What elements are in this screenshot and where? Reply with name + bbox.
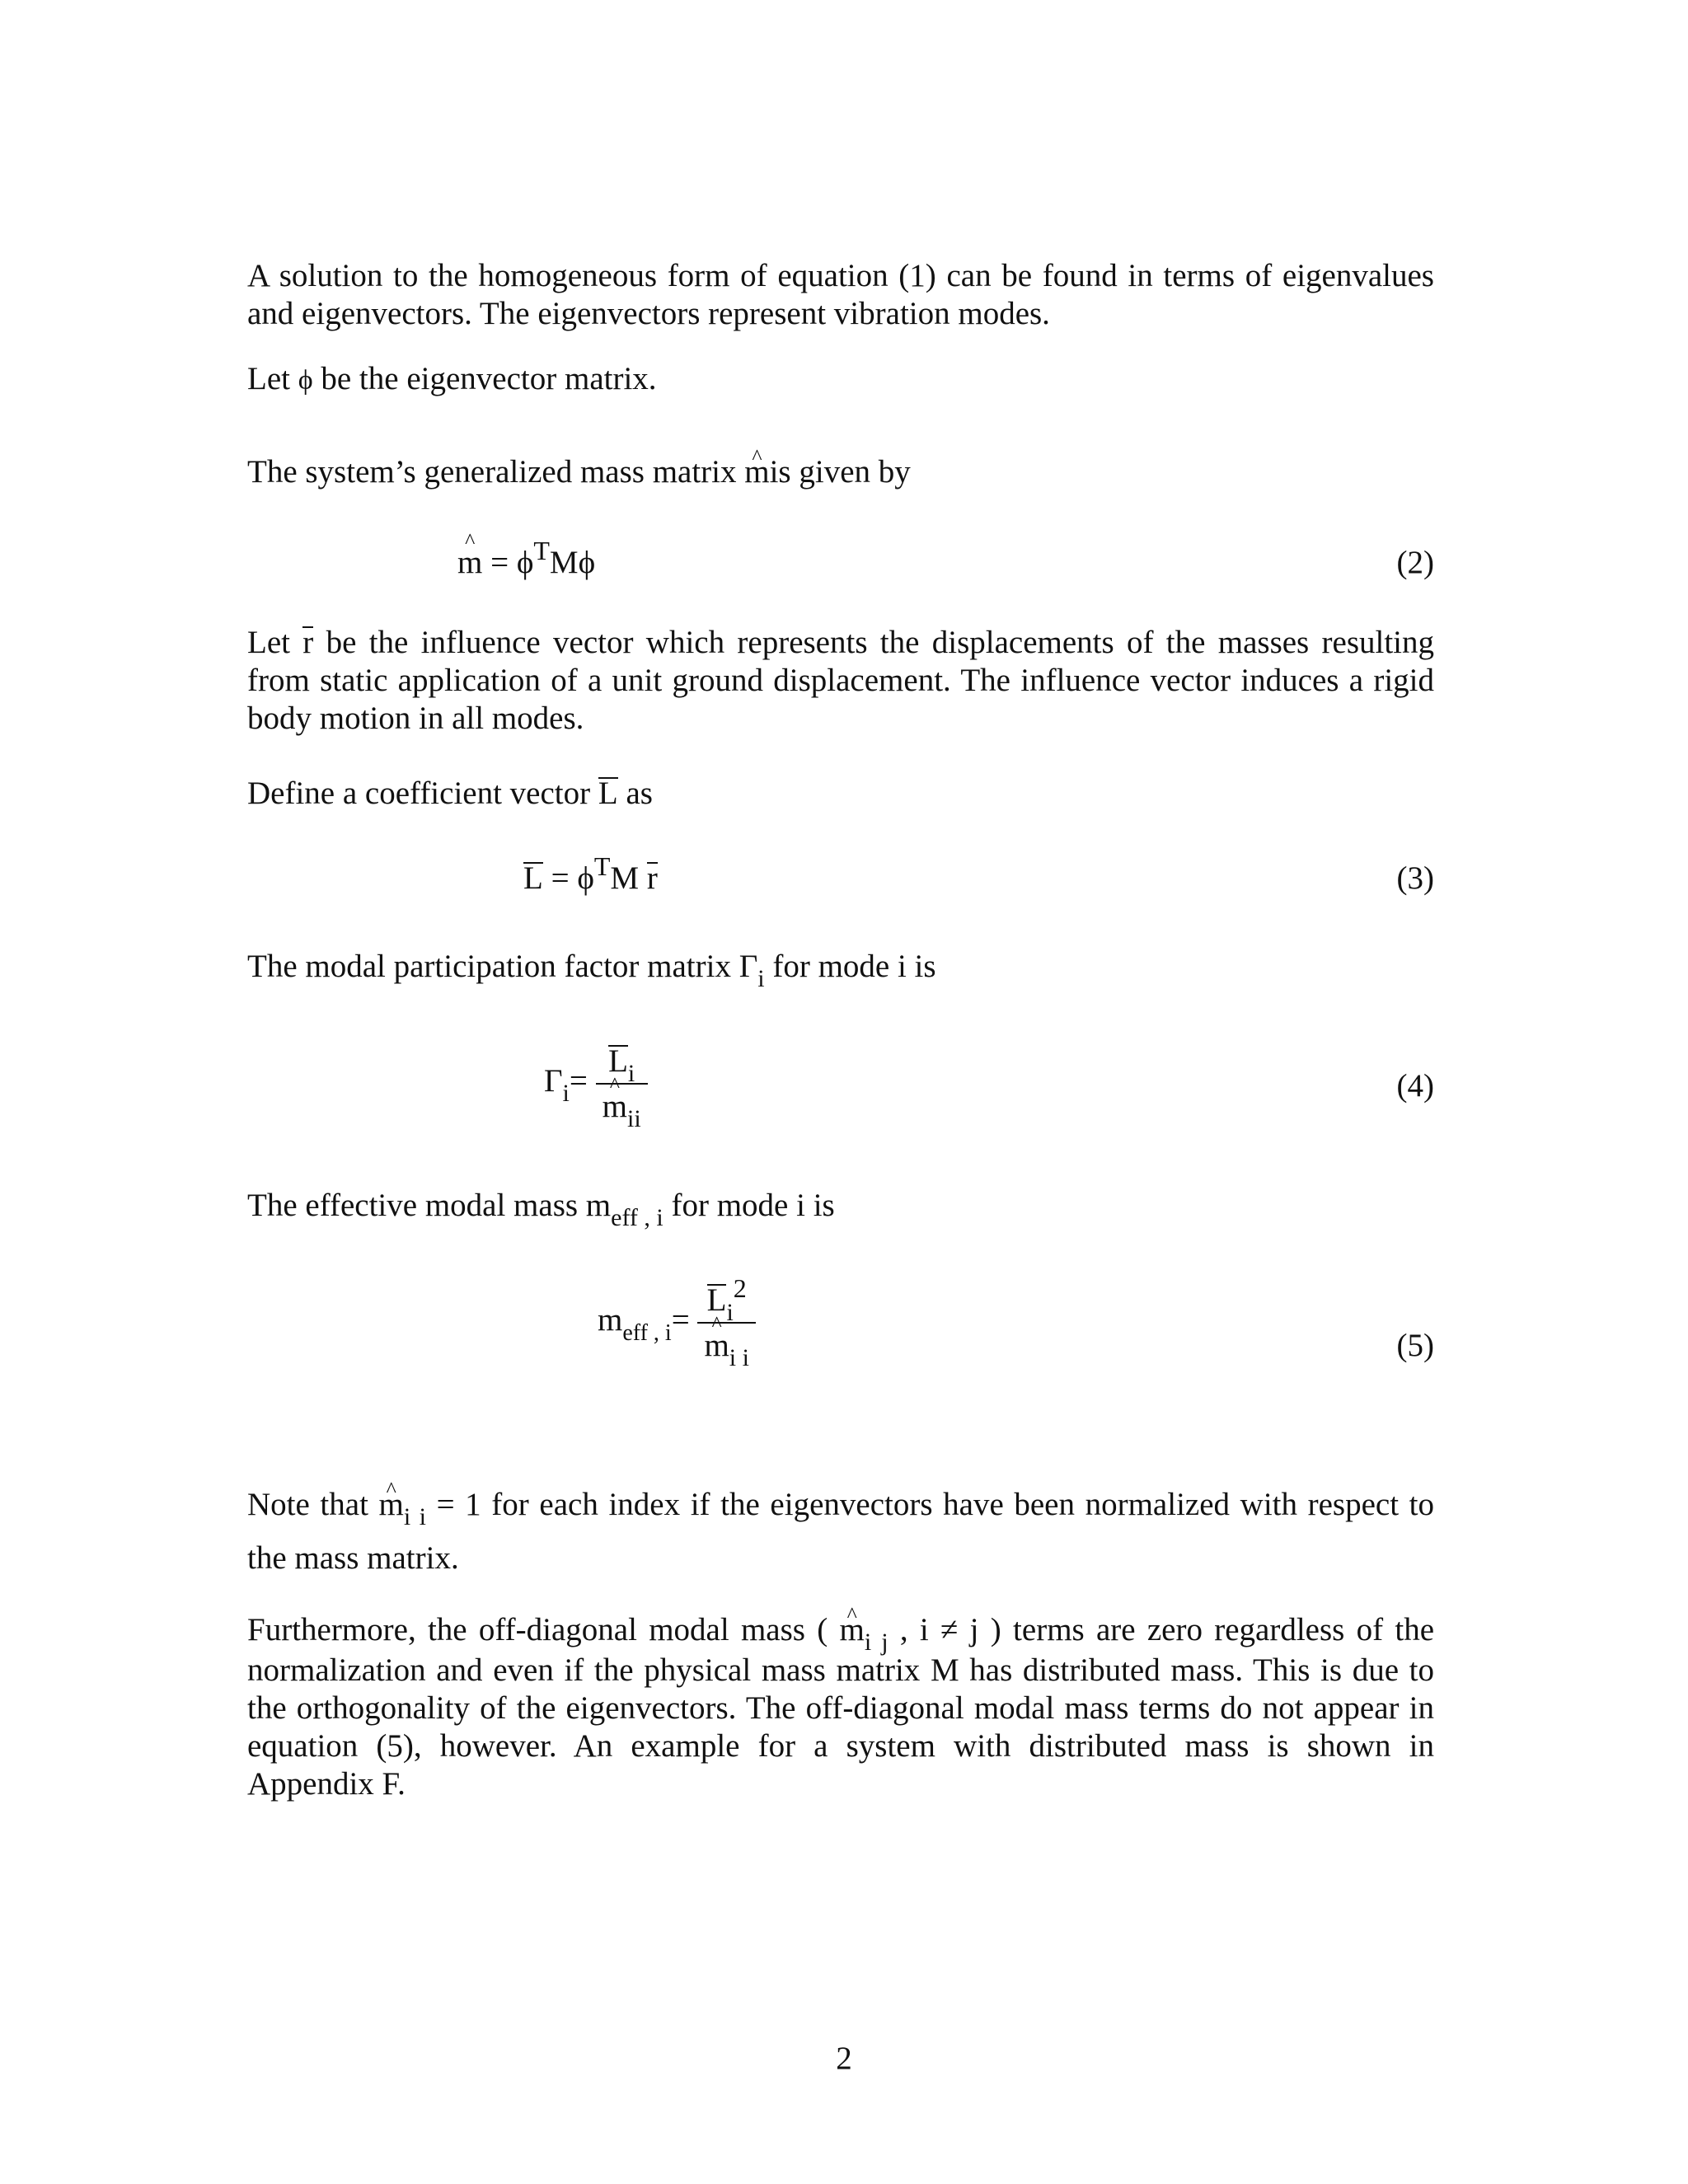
page-number: 2: [836, 2041, 852, 2076]
modal-participation-line: The modal participation factor matrix $\Gamma_i$ for mode i is: [247, 949, 936, 992]
paragraph-intro: A solution to the homogeneous form of equation (1) can be found in terms of eigenvalues and eigenvectors. The eigenvectors represent vibration modes.: [247, 258, 1434, 331]
m-hat-symbol: ^ m: [744, 453, 769, 491]
equation-2: ^ $m = \phi^TM\phi$: [457, 544, 595, 581]
effective-mass-line: The effective modal mass $m_{eff , i}$ for mode i is: [247, 1188, 835, 1231]
equation-3: $L = \phi^TM$ r: [523, 851, 658, 896]
equation-4-number: (4): [1396, 1068, 1434, 1104]
equation-5-number: (5): [1396, 1328, 1434, 1363]
define-L-line: Define a coefficient vector L as: [247, 776, 653, 811]
let-phi-line: Let ϕ be the eigenvector matrix.: [247, 360, 657, 400]
r-bar-symbol: r: [302, 625, 314, 660]
equation-3-number: (3): [1396, 860, 1434, 896]
generalized-mass-line: The system’s generalized mass matrix ^ mis given by: [247, 453, 911, 491]
gamma-symbol: Γ: [738, 949, 758, 984]
paragraph-furthermore: Furthermore, the off-diagonal modal mass ( ^ $m_{i j}$ , i ≠ j ) terms are zero regardless of the normalization and even if the physical mass matrix M has distributed mass. This is due to the orthogonality of the eigenvectors. The off-diagonal modal mass terms do not appear in equation (5), however. An example for a system with distributed mass is shown in Appendix F.: [247, 1611, 1434, 1803]
equation-4: $\Gamma_i=$ $L_i$ ^ $m_{ii}$: [544, 1043, 648, 1125]
L-bar-symbol: L: [598, 776, 618, 811]
paragraph-note: Note that ^ $m_{i i} = 1$ for each index if the eigenvectors have been normalized with respect to the mass matrix.: [247, 1479, 1434, 1584]
phi-symbol: ϕ: [298, 365, 313, 396]
paragraph-influence-vector: Let r be the influence vector which represents the displacements of the masses resulting from static application of a unit ground displacement. The influence vector induces a rigid body motion in all modes.: [247, 625, 1435, 736]
equation-2-number: (2): [1396, 545, 1434, 580]
m-eff-symbol: m: [585, 1188, 612, 1223]
equation-5: $m_{eff , i}=$ $L_i^2$ ^ $m_{i i}$: [598, 1282, 756, 1364]
